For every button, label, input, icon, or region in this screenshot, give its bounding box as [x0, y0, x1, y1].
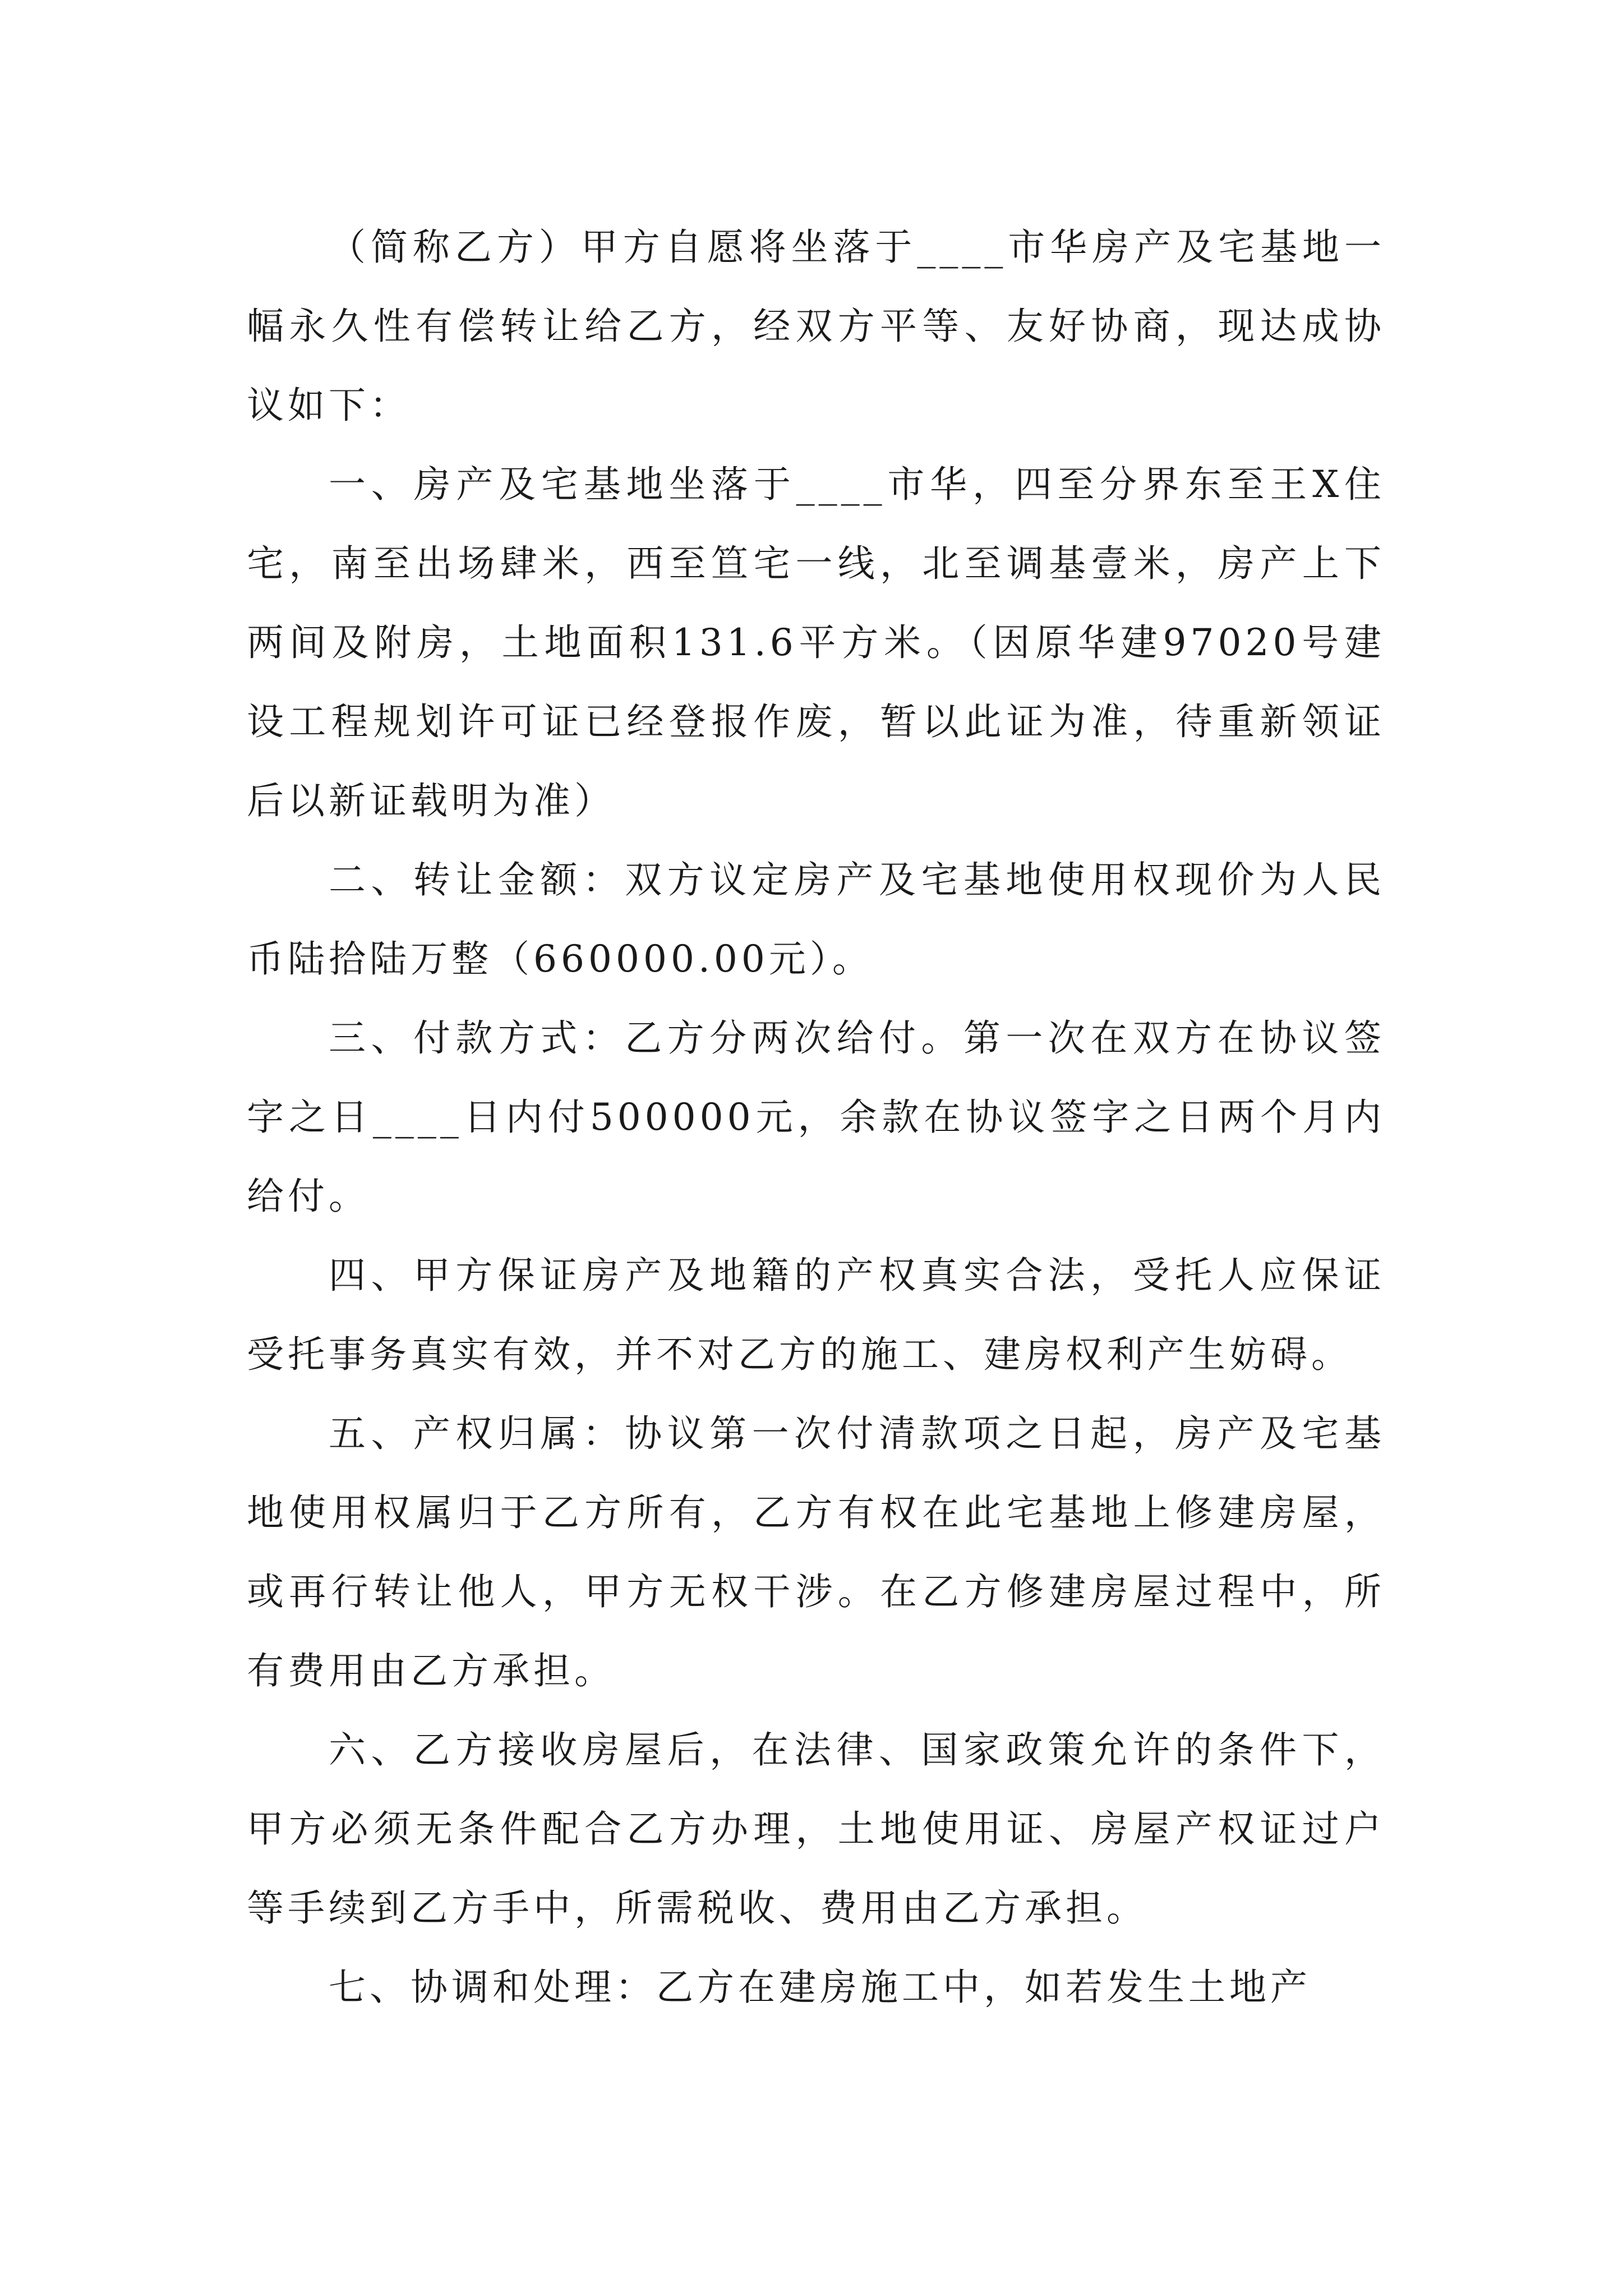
paragraph-clause-5-ownership: 五、产权归属：协议第一次付清款项之日起，房产及宅基地使用权属归于乙方所有，乙方有权在此宅基地上修建房屋，或再行转让他人，甲方无权干涉。在乙方修建房屋过程中，所有费用由乙方承担。 — [247, 1412, 1385, 1692]
paragraph-clause-3-payment: 三、付款方式：乙方分两次给付。第一次在双方在协议签字之日____日内付500000元，余款在协议签字之日两个月内给付。 — [247, 1016, 1385, 1218]
paragraph-clause-2-amount: 二、转让金额：双方议定房产及宅基地使用权现价为人民币陆拾陆万整（660000.00元）。 — [247, 858, 1385, 981]
document-body — [247, 208, 1385, 2027]
paragraph-preamble: （简称乙方）甲方自愿将坐落于____市华房产及宅基地一幅永久性有偿转让给乙方，经双方平等、友好协商，现达成协议如下： — [247, 226, 1385, 427]
paragraph-clause-1-location: 一、房产及宅基地坐落于____市华，四至分界东至王X住宅，南至出场肆米，西至笪宅一线，北至调基壹米，房产上下两间及附房，土地面积131.6平方米。（因原华建97020号建设工程规划许可证已经登报作废，暂以此证为准，待重新领证后以新证载明为准） — [247, 463, 1385, 822]
paragraph-clause-4-guarantee: 四、甲方保证房产及地籍的产权真实合法，受托人应保证受托事务真实有效，并不对乙方的施工、建房权利产生妨碍。 — [247, 1254, 1385, 1376]
paragraph-clause-7-coordination: 七、协调和处理：乙方在建房施工中，如若发生土地产 — [329, 1966, 1311, 2009]
paragraph-clause-6-transfer: 六、乙方接收房屋后，在法律、国家政策允许的条件下，甲方必须无条件配合乙方办理，土地使用证、房屋产权证过户等手续到乙方手中，所需税收、费用由乙方承担。 — [247, 1728, 1385, 1930]
